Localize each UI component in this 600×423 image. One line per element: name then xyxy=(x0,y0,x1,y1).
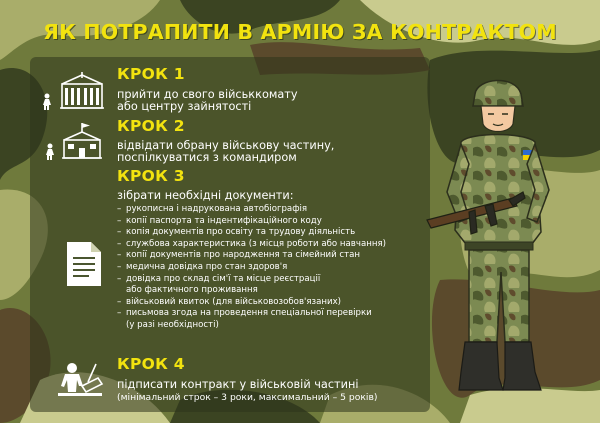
list-item: – копії документів про народження та сімейний стан xyxy=(117,250,361,261)
list-item-continuation: (у разі необхідності) xyxy=(126,319,219,330)
step-4-note: (мінімальний строк – 3 роки, максимальний – 5 років) xyxy=(117,392,378,403)
list-item: – копія документів про освіту та трудову діяльність xyxy=(117,227,356,238)
step-3-heading: КРОК 3 xyxy=(117,167,185,185)
list-item: – письмова згода на проведення спеціальної перевірки xyxy=(117,308,372,319)
administrative-building-icon xyxy=(40,72,106,112)
list-item: – службова характеристика (з місця роботи або навчання) xyxy=(117,238,386,249)
list-item: – військовий квиток (для військовозобов'язаних) xyxy=(117,296,342,307)
step-4-heading: КРОК 4 xyxy=(117,355,185,373)
step-4-line-1: підписати контракт у військовій частині xyxy=(117,378,359,391)
signing-contract-icon xyxy=(56,360,106,402)
step-1-line-1: прийти до свого військкомату xyxy=(117,88,298,101)
step-2-line-2: поспілкуватися з командиром xyxy=(117,151,297,164)
document-icon xyxy=(64,240,104,288)
list-item: – довідка про склад сім'ї та місце реєстрації xyxy=(117,273,321,284)
step-2-heading: КРОК 2 xyxy=(117,117,185,135)
page-title: ЯК ПОТРАПИТИ В АРМІЮ ЗА КОНТРАКТОМ xyxy=(43,20,557,44)
list-item: – медична довідка про стан здоров'я xyxy=(117,261,288,272)
documents-list xyxy=(117,204,386,332)
step-3-line-1: зібрати необхідні документи: xyxy=(117,189,294,202)
list-item: – рукописна і надрукована автобіографія xyxy=(117,204,308,214)
step-2-line-1: відвідати обрану військову частину, xyxy=(117,139,335,152)
soldier-with-rifle-illustration xyxy=(425,72,575,407)
list-item: – копії паспорта та індентифікаційного коду xyxy=(117,215,322,226)
step-1-heading: КРОК 1 xyxy=(117,65,185,83)
step-1-line-2: або центру зайнятості xyxy=(117,100,252,113)
military-unit-building-icon xyxy=(40,122,106,164)
list-item-continuation: або фактичного проживання xyxy=(126,285,258,296)
